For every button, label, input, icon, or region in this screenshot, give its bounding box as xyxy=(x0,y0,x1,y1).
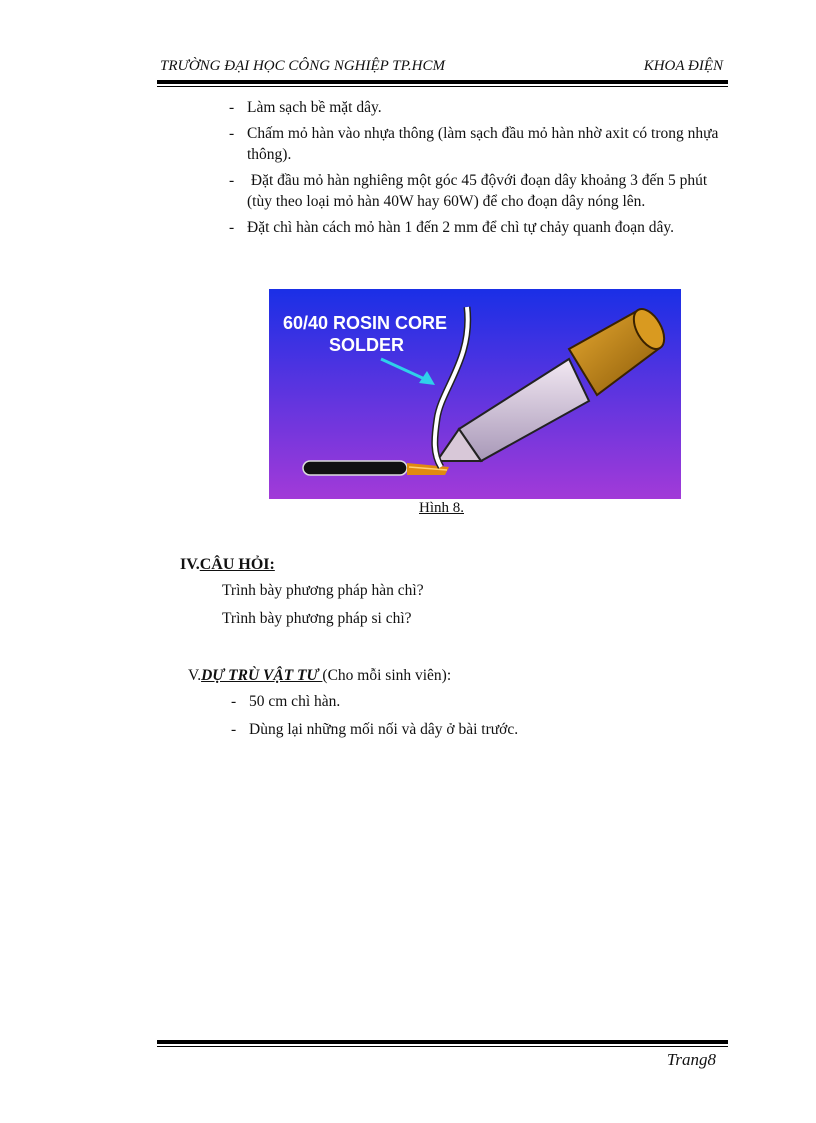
figure-label-line1: 60/40 ROSIN CORE xyxy=(283,313,448,333)
list-item: - Đặt chì hàn cách mỏ hàn 1 đến 2 mm để chì tự chảy quanh đoạn dây. xyxy=(229,219,675,236)
header-department: KHOA ĐIỆN xyxy=(643,58,723,74)
list-item: - Dùng lại những mối nối và dây ở bài trước. xyxy=(231,721,519,738)
section-5-heading: V.DỰ TRÙ VẬT TƯ (Cho mỗi sinh viên): xyxy=(188,667,452,684)
header-school: TRƯỜNG ĐẠI HỌC CÔNG NGHIỆP TP.HCM xyxy=(160,58,445,74)
list-item: - Đặt đầu mỏ hàn nghiêng một góc 45 độvới đoạn dây khoảng 3 đến 5 phút (tùy theo loại mỏ hàn 40W hay 60W) để cho đoạn dây nóng lên. xyxy=(229,172,712,210)
header-rule-thin xyxy=(157,86,728,87)
list-item: - Làm sạch bề mặt dây. xyxy=(229,99,382,116)
materials-list xyxy=(231,691,518,747)
steps-list xyxy=(229,97,719,243)
list-item: - 50 cm chì hàn. xyxy=(231,693,341,710)
footer-rule-thin xyxy=(157,1046,728,1047)
question: Trình bày phương pháp hàn chì? xyxy=(222,582,424,599)
figure-label-line2: SOLDER xyxy=(329,335,405,355)
header-rule xyxy=(157,80,728,84)
section-4-heading: IV.CÂU HỎI: xyxy=(180,556,275,573)
question: Trình bày phương pháp si chì? xyxy=(222,610,412,627)
figure-caption: Hình 8. xyxy=(419,500,464,516)
soldering-illustration xyxy=(269,289,681,499)
page-number: Trang8 xyxy=(666,1050,716,1069)
list-item: - Chấm mỏ hàn vào nhựa thông (làm sạch đầu mỏ hàn nhờ axit có trong nhựa thông). xyxy=(229,125,719,163)
footer-rule xyxy=(157,1040,728,1044)
